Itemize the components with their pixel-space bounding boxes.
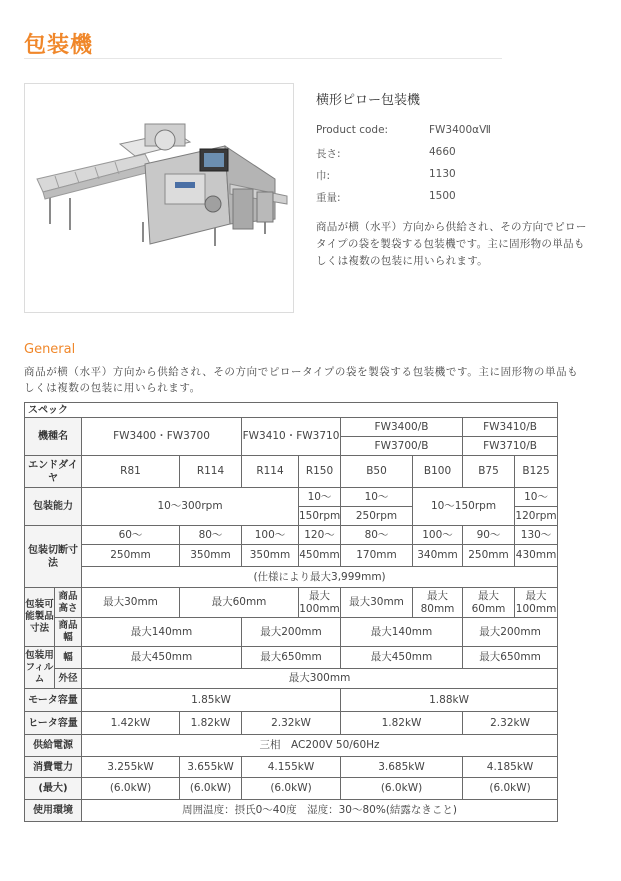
end-die-cell: R81 [82,456,180,488]
model-cell: FW3400/B [341,418,463,437]
end-die-cell: B100 [413,456,463,488]
capacity-cell: 10～ [299,488,341,507]
consumption-cell: 4.155kW [242,757,341,778]
capacity-cell: 150rpm [299,507,341,526]
heater-cell: 2.32kW [463,712,558,735]
spec-label: 重量: [316,192,341,204]
cut-note: (仕様により最大3,999mm) [82,567,558,588]
height-cell: 最大30mm [82,588,180,618]
height-cell: 最大30mm [341,588,413,618]
spec-label: Product code: [316,124,389,136]
sub-label-height: 商品高さ [55,588,82,618]
consumption-cell: 3.655kW [180,757,242,778]
spec-table [24,402,558,822]
capacity-cell: 10～150rpm [413,488,515,526]
cut-max-cell: 170mm [341,545,413,567]
sub-label-width: 商品幅 [55,618,82,647]
height-cell: 最大60mm [180,588,299,618]
sub-label-film-width: 幅 [55,647,82,669]
cut-max-cell: 250mm [463,545,515,567]
environment-cell: 周囲温度：摂氏0～40度 湿度：30～80%(結露なきこと) [82,800,558,822]
consumption-cell: 3.685kW [341,757,463,778]
row-label-motor: モータ容量 [25,689,82,712]
capacity-cell: 250rpm [341,507,413,526]
max-cell: (6.0kW) [180,778,242,800]
general-description: 商品が横（水平）方向から供給され、その方向でピロータイプの袋を製袋する包装機です。主に固形物の単品もしくは複数の包装に用いられます。 [24,366,579,394]
width-cell: 最大200mm [242,618,341,647]
model-cell: FW3700/B [341,437,463,456]
capacity-cell: 10～300rpm [82,488,299,526]
cut-max-cell: 340mm [413,545,463,567]
capacity-cell: 120rpm [515,507,558,526]
width-cell: 最大200mm [463,618,558,647]
heater-cell: 2.32kW [242,712,341,735]
general-heading: General [24,342,76,357]
heater-cell: 1.82kW [341,712,463,735]
max-cell: (6.0kW) [242,778,341,800]
cut-max-cell: 430mm [515,545,558,567]
spec-value: 1130 [429,168,456,180]
page-title: 包装機 [24,33,94,58]
motor-cell: 1.85kW [82,689,341,712]
film-width-cell: 最大650mm [463,647,558,669]
cut-min-cell: 120～ [299,526,341,545]
cut-min-cell: 100～ [242,526,299,545]
end-die-cell: R114 [242,456,299,488]
max-cell: (6.0kW) [82,778,180,800]
max-cell: (6.0kW) [463,778,558,800]
width-cell: 最大140mm [82,618,242,647]
cut-min-cell: 90～ [463,526,515,545]
model-cell: FW3710/B [463,437,558,456]
capacity-cell: 10～ [341,488,413,507]
heater-cell: 1.42kW [82,712,180,735]
film-width-cell: 最大650mm [242,647,341,669]
consumption-cell: 4.185kW [463,757,558,778]
cut-min-cell: 60～ [82,526,180,545]
end-die-cell: B125 [515,456,558,488]
height-cell: 最大60mm [463,588,515,618]
end-die-cell: B75 [463,456,515,488]
model-cell: FW3410・FW3710 [242,418,341,456]
row-label-cut-size: 包装切断寸法 [25,526,82,588]
capacity-cell: 10～ [515,488,558,507]
film-diameter-cell: 最大300mm [82,669,558,689]
spec-value: FW3400αⅦ [429,124,491,136]
height-cell: 最大80mm [413,588,463,618]
height-cell: 最大100mm [515,588,558,618]
row-label-model: 機種名 [25,418,82,456]
row-label-product-dims: 包装可能製品寸法 [25,588,55,647]
cut-max-cell: 450mm [299,545,341,567]
width-cell: 最大140mm [341,618,463,647]
max-cell: (6.0kW) [341,778,463,800]
cut-min-cell: 80～ [341,526,413,545]
motor-cell: 1.88kW [341,689,558,712]
row-label-end-die: エンドダイヤ [25,456,82,488]
cut-min-cell: 80～ [180,526,242,545]
product-name: 横形ピロー包装機 [316,93,421,108]
film-width-cell: 最大450mm [82,647,242,669]
spec-label: 巾: [316,170,331,182]
table-caption: スペック [25,403,558,418]
packaging-machine-illustration [25,84,295,314]
row-label-power-supply: 供給電源 [25,735,82,757]
row-label-heater: ヒータ容量 [25,712,82,735]
row-label-film: 包装用フィルム [25,647,55,689]
cut-min-cell: 100～ [413,526,463,545]
product-summary: 商品が横（水平）方向から供給され、その方向でピロータイプの袋を製袋する包装機です。主に固形物の単品もしくは複数の包装に用いられます。 [316,221,587,267]
consumption-cell: 3.255kW [82,757,180,778]
film-width-cell: 最大450mm [341,647,463,669]
model-cell: FW3400・FW3700 [82,418,242,456]
end-die-cell: R150 [299,456,341,488]
end-die-cell: B50 [341,456,413,488]
row-label-consumption: 消費電力 [25,757,82,778]
model-cell: FW3410/B [463,418,558,437]
cut-max-cell: 350mm [180,545,242,567]
row-label-capacity: 包装能力 [25,488,82,526]
spec-value: 1500 [429,190,456,202]
end-die-cell: R114 [180,456,242,488]
height-cell: 最大100mm [299,588,341,618]
sub-label-film-diameter: 外径 [55,669,82,689]
spec-value: 4660 [429,146,456,158]
title-divider [24,58,502,59]
product-image [24,83,294,313]
heater-cell: 1.82kW [180,712,242,735]
cut-max-cell: 250mm [82,545,180,567]
row-label-environment: 使用環境 [25,800,82,822]
row-label-max: (最大) [25,778,82,800]
power-supply-cell: 三相 AC200V 50/60Hz [82,735,558,757]
spec-label: 長さ: [316,148,341,160]
cut-min-cell: 130～ [515,526,558,545]
cut-max-cell: 350mm [242,545,299,567]
